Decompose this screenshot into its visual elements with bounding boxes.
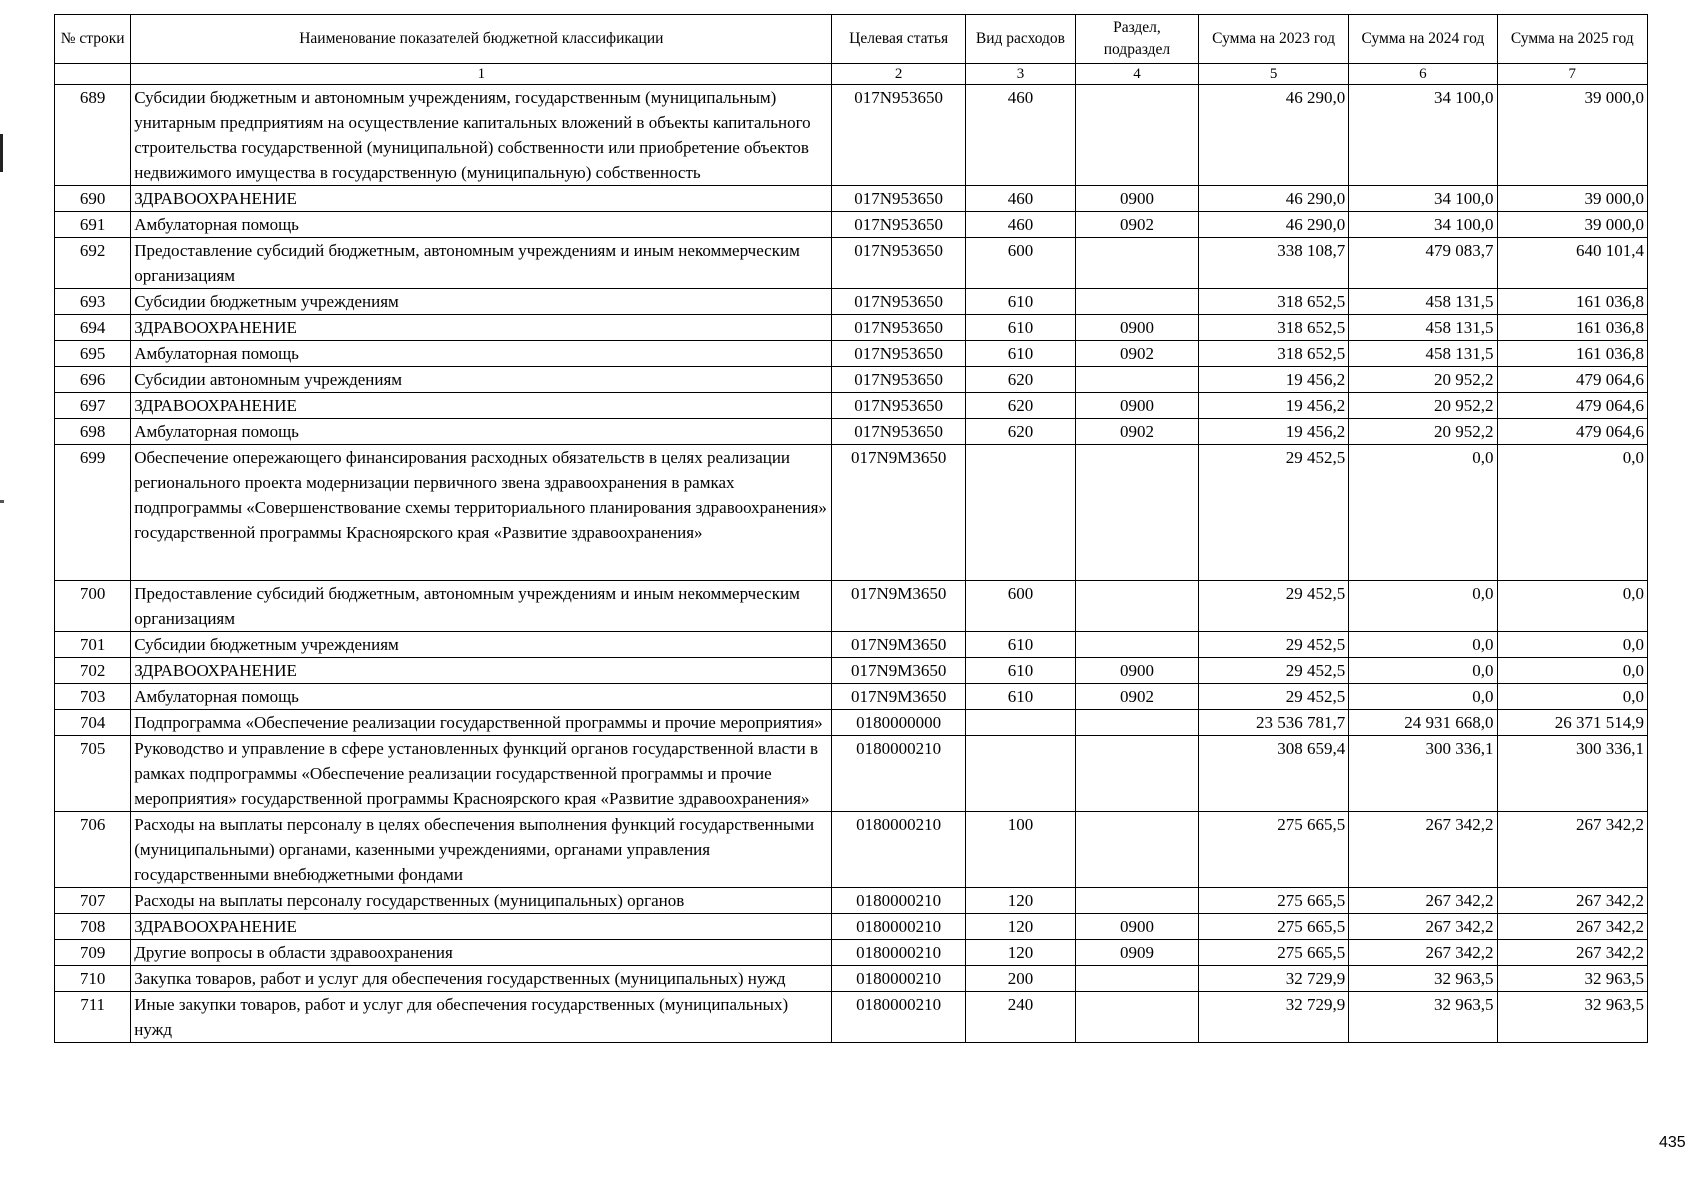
expense-kind: 120 <box>965 888 1075 914</box>
expense-kind: 600 <box>965 238 1075 289</box>
row-number: 705 <box>55 736 131 812</box>
expense-kind: 120 <box>965 914 1075 940</box>
sum-2023: 308 659,4 <box>1198 736 1348 812</box>
header-indicator-name: Наименование показателей бюджетной классификации <box>131 15 832 64</box>
target-article: 017N953650 <box>832 315 965 341</box>
sum-2024: 267 342,2 <box>1349 812 1497 888</box>
indicator-name: Подпрограмма «Обеспечение реализации государственной программы и прочие мероприятия» <box>131 710 832 736</box>
sum-2023: 29 452,5 <box>1198 658 1348 684</box>
table-row <box>55 367 1648 393</box>
section-code: 0909 <box>1076 940 1199 966</box>
row-number: 695 <box>55 341 131 367</box>
row-number: 697 <box>55 393 131 419</box>
sum-2023: 275 665,5 <box>1198 812 1348 888</box>
sum-2023: 46 290,0 <box>1198 85 1348 186</box>
sum-2025: 26 371 514,9 <box>1497 710 1647 736</box>
expense-kind: 200 <box>965 966 1075 992</box>
table-row <box>55 914 1648 940</box>
sum-2025: 479 064,6 <box>1497 419 1647 445</box>
header-target-article: Целевая статья <box>832 15 965 64</box>
sum-2023: 318 652,5 <box>1198 289 1348 315</box>
row-number: 703 <box>55 684 131 710</box>
indicator-name: ЗДРАВООХРАНЕНИЕ <box>131 315 832 341</box>
table-row <box>55 888 1648 914</box>
header-sum-2024: Сумма на 2024 год <box>1349 15 1497 64</box>
sum-2023: 29 452,5 <box>1198 632 1348 658</box>
section-code <box>1076 289 1199 315</box>
expense-kind: 240 <box>965 992 1075 1043</box>
sum-2024: 0,0 <box>1349 632 1497 658</box>
table-row <box>55 966 1648 992</box>
sum-2025: 267 342,2 <box>1497 812 1647 888</box>
header-expense-kind: Вид расходов <box>965 15 1075 64</box>
sum-2025: 39 000,0 <box>1497 85 1647 186</box>
sum-2023: 23 536 781,7 <box>1198 710 1348 736</box>
row-number: 701 <box>55 632 131 658</box>
sum-2024: 34 100,0 <box>1349 186 1497 212</box>
sum-2025: 39 000,0 <box>1497 212 1647 238</box>
sum-2024: 300 336,1 <box>1349 736 1497 812</box>
table-row <box>55 238 1648 289</box>
indicator-name: Субсидии автономным учреждениям <box>131 367 832 393</box>
header-sum-2025: Сумма на 2025 год <box>1497 15 1647 64</box>
sum-2024: 0,0 <box>1349 684 1497 710</box>
sum-2024: 34 100,0 <box>1349 212 1497 238</box>
sum-2024: 458 131,5 <box>1349 341 1497 367</box>
row-number: 709 <box>55 940 131 966</box>
sum-2024: 267 342,2 <box>1349 914 1497 940</box>
indicator-name: Амбулаторная помощь <box>131 684 832 710</box>
sum-2023: 29 452,5 <box>1198 581 1348 632</box>
header-row-number: № строки <box>55 15 131 64</box>
sum-2023: 29 452,5 <box>1198 445 1348 581</box>
indicator-name: Закупка товаров, работ и услуг для обеспечения государственных (муниципальных) нужд <box>131 966 832 992</box>
table-row <box>55 393 1648 419</box>
sum-2024: 34 100,0 <box>1349 85 1497 186</box>
sum-2024: 479 083,7 <box>1349 238 1497 289</box>
indicator-name: Амбулаторная помощь <box>131 212 832 238</box>
table-row <box>55 684 1648 710</box>
row-number: 698 <box>55 419 131 445</box>
sum-2023: 19 456,2 <box>1198 367 1348 393</box>
section-code: 0902 <box>1076 419 1199 445</box>
column-number: 1 <box>131 64 832 85</box>
section-code <box>1076 238 1199 289</box>
section-code: 0900 <box>1076 914 1199 940</box>
sum-2025: 0,0 <box>1497 684 1647 710</box>
expense-kind: 620 <box>965 419 1075 445</box>
sum-2024: 458 131,5 <box>1349 315 1497 341</box>
row-number: 702 <box>55 658 131 684</box>
expense-kind: 620 <box>965 367 1075 393</box>
indicator-name: Иные закупки товаров, работ и услуг для обеспечения государственных (муниципальных) нужд <box>131 992 832 1043</box>
sum-2024: 24 931 668,0 <box>1349 710 1497 736</box>
sum-2023: 19 456,2 <box>1198 393 1348 419</box>
indicator-name: Субсидии бюджетным учреждениям <box>131 289 832 315</box>
sum-2025: 479 064,6 <box>1497 367 1647 393</box>
sum-2023: 318 652,5 <box>1198 315 1348 341</box>
section-code <box>1076 812 1199 888</box>
row-number: 707 <box>55 888 131 914</box>
expense-kind: 460 <box>965 212 1075 238</box>
sum-2025: 32 963,5 <box>1497 966 1647 992</box>
indicator-name: ЗДРАВООХРАНЕНИЕ <box>131 186 832 212</box>
sum-2024: 20 952,2 <box>1349 393 1497 419</box>
row-number: 692 <box>55 238 131 289</box>
section-code <box>1076 966 1199 992</box>
target-article: 017N953650 <box>832 212 965 238</box>
sum-2023: 275 665,5 <box>1198 888 1348 914</box>
table-row <box>55 315 1648 341</box>
sum-2023: 32 729,9 <box>1198 992 1348 1043</box>
sum-2024: 458 131,5 <box>1349 289 1497 315</box>
indicator-name: Амбулаторная помощь <box>131 341 832 367</box>
target-article: 017N953650 <box>832 85 965 186</box>
expense-kind: 600 <box>965 581 1075 632</box>
table-row <box>55 940 1648 966</box>
sum-2023: 19 456,2 <box>1198 419 1348 445</box>
sum-2023: 46 290,0 <box>1198 186 1348 212</box>
section-code <box>1076 710 1199 736</box>
target-article: 017N953650 <box>832 341 965 367</box>
sum-2025: 161 036,8 <box>1497 289 1647 315</box>
column-number: 2 <box>832 64 965 85</box>
header-sum-2023: Сумма на 2023 год <box>1198 15 1348 64</box>
header-section: Раздел, подраздел <box>1076 15 1199 64</box>
row-number: 696 <box>55 367 131 393</box>
indicator-name: ЗДРАВООХРАНЕНИЕ <box>131 393 832 419</box>
sum-2024: 267 342,2 <box>1349 888 1497 914</box>
indicator-name: Субсидии бюджетным учреждениям <box>131 632 832 658</box>
indicator-name: Предоставление субсидий бюджетным, автономным учреждениям и иным некоммерческим организациям <box>131 238 832 289</box>
column-number: 5 <box>1198 64 1348 85</box>
target-article: 017N953650 <box>832 367 965 393</box>
section-code: 0902 <box>1076 341 1199 367</box>
sum-2024: 0,0 <box>1349 658 1497 684</box>
table-row <box>55 812 1648 888</box>
column-number: 6 <box>1349 64 1497 85</box>
expense-kind: 610 <box>965 289 1075 315</box>
table-row <box>55 419 1648 445</box>
expense-kind: 460 <box>965 186 1075 212</box>
sum-2024: 20 952,2 <box>1349 367 1497 393</box>
sum-2025: 0,0 <box>1497 445 1647 581</box>
target-article: 0180000210 <box>832 736 965 812</box>
section-code: 0900 <box>1076 186 1199 212</box>
indicator-name: Расходы на выплаты персоналу государственных (муниципальных) органов <box>131 888 832 914</box>
target-article: 017N953650 <box>832 393 965 419</box>
sum-2025: 640 101,4 <box>1497 238 1647 289</box>
sum-2025: 267 342,2 <box>1497 940 1647 966</box>
sum-2025: 0,0 <box>1497 581 1647 632</box>
target-article: 0180000210 <box>832 914 965 940</box>
row-number: 689 <box>55 85 131 186</box>
indicator-name: ЗДРАВООХРАНЕНИЕ <box>131 914 832 940</box>
table-row <box>55 445 1648 581</box>
section-code <box>1076 632 1199 658</box>
table-row <box>55 212 1648 238</box>
expense-kind: 610 <box>965 632 1075 658</box>
sum-2025: 300 336,1 <box>1497 736 1647 812</box>
sum-2024: 267 342,2 <box>1349 940 1497 966</box>
sum-2024: 20 952,2 <box>1349 419 1497 445</box>
row-number: 690 <box>55 186 131 212</box>
sum-2025: 161 036,8 <box>1497 315 1647 341</box>
target-article: 0180000210 <box>832 888 965 914</box>
indicator-name: Субсидии бюджетным и автономным учреждениям, государственным (муниципальным) унитарным предприятиям на осуществление капитальных вложений в объекты капитального строительства государственной (муниципальной) собственности или приобретение объектов недвижимого имущества в государственную (муниципальную) собственность <box>131 85 832 186</box>
sum-2023: 275 665,5 <box>1198 914 1348 940</box>
table-row <box>55 85 1648 186</box>
table-row <box>55 736 1648 812</box>
expense-kind: 620 <box>965 393 1075 419</box>
target-article: 017N9M3650 <box>832 632 965 658</box>
row-number: 706 <box>55 812 131 888</box>
sum-2023: 338 108,7 <box>1198 238 1348 289</box>
sum-2025: 267 342,2 <box>1497 914 1647 940</box>
expense-kind: 610 <box>965 658 1075 684</box>
expense-kind <box>965 710 1075 736</box>
row-number: 700 <box>55 581 131 632</box>
sum-2024: 0,0 <box>1349 445 1497 581</box>
row-number: 711 <box>55 992 131 1043</box>
row-number: 699 <box>55 445 131 581</box>
sum-2023: 32 729,9 <box>1198 966 1348 992</box>
sum-2024: 32 963,5 <box>1349 966 1497 992</box>
sum-2025: 161 036,8 <box>1497 341 1647 367</box>
sum-2023: 275 665,5 <box>1198 940 1348 966</box>
expense-kind <box>965 736 1075 812</box>
indicator-name: ЗДРАВООХРАНЕНИЕ <box>131 658 832 684</box>
column-number-blank <box>55 64 131 85</box>
indicator-name: Предоставление субсидий бюджетным, автономным учреждениям и иным некоммерческим организациям <box>131 581 832 632</box>
table-row <box>55 658 1648 684</box>
sum-2025: 267 342,2 <box>1497 888 1647 914</box>
section-code <box>1076 736 1199 812</box>
section-code: 0900 <box>1076 658 1199 684</box>
sum-2025: 0,0 <box>1497 658 1647 684</box>
target-article: 0180000210 <box>832 966 965 992</box>
target-article: 017N9M3650 <box>832 581 965 632</box>
target-article: 017N9M3650 <box>832 445 965 581</box>
sum-2025: 479 064,6 <box>1497 393 1647 419</box>
sum-2023: 46 290,0 <box>1198 212 1348 238</box>
target-article: 017N953650 <box>832 238 965 289</box>
scan-margin-mark <box>0 134 3 172</box>
table-row <box>55 581 1648 632</box>
table-row <box>55 632 1648 658</box>
section-code: 0902 <box>1076 684 1199 710</box>
sum-2023: 29 452,5 <box>1198 684 1348 710</box>
section-code <box>1076 581 1199 632</box>
sum-2025: 0,0 <box>1497 632 1647 658</box>
section-code <box>1076 367 1199 393</box>
section-code <box>1076 85 1199 186</box>
target-article: 0180000210 <box>832 940 965 966</box>
column-numbers-row <box>55 64 1648 85</box>
section-code: 0900 <box>1076 315 1199 341</box>
table-header-row <box>55 15 1648 64</box>
target-article: 017N953650 <box>832 419 965 445</box>
row-number: 710 <box>55 966 131 992</box>
target-article: 017N9M3650 <box>832 684 965 710</box>
column-number: 3 <box>965 64 1075 85</box>
indicator-name: Обеспечение опережающего финансирования расходных обязательств в целях реализации регионального проекта модернизации первичного звена здравоохранения в рамках подпрограммы «Совершенствование схемы территориального планирования здравоохранения» государственной программы Красноярского края «Развитие здравоохранения» <box>131 445 832 581</box>
target-article: 0180000210 <box>832 812 965 888</box>
expense-kind: 460 <box>965 85 1075 186</box>
page-number: 435 <box>1659 1134 1686 1151</box>
row-number: 693 <box>55 289 131 315</box>
section-code <box>1076 992 1199 1043</box>
row-number: 704 <box>55 710 131 736</box>
row-number: 691 <box>55 212 131 238</box>
section-code <box>1076 445 1199 581</box>
sum-2024: 32 963,5 <box>1349 992 1497 1043</box>
indicator-name: Амбулаторная помощь <box>131 419 832 445</box>
row-number: 708 <box>55 914 131 940</box>
section-code <box>1076 888 1199 914</box>
budget-table <box>54 14 1648 1043</box>
expense-kind: 610 <box>965 684 1075 710</box>
table-row <box>55 186 1648 212</box>
table-row <box>55 341 1648 367</box>
indicator-name: Руководство и управление в сфере установленных функций органов государственной власти в рамках подпрограммы «Обеспечение реализации государственной программы и прочие мероприятия» государственной программы Красноярского края «Развитие здравоохранения» <box>131 736 832 812</box>
target-article: 017N9M3650 <box>832 658 965 684</box>
expense-kind: 610 <box>965 341 1075 367</box>
section-code: 0900 <box>1076 393 1199 419</box>
table-body <box>55 85 1648 1043</box>
expense-kind: 610 <box>965 315 1075 341</box>
target-article: 017N953650 <box>832 186 965 212</box>
table-row <box>55 289 1648 315</box>
scan-margin-dot <box>0 500 4 503</box>
target-article: 0180000000 <box>832 710 965 736</box>
target-article: 017N953650 <box>832 289 965 315</box>
sum-2025: 39 000,0 <box>1497 186 1647 212</box>
sum-2023: 318 652,5 <box>1198 341 1348 367</box>
indicator-name: Другие вопросы в области здравоохранения <box>131 940 832 966</box>
row-number: 694 <box>55 315 131 341</box>
expense-kind: 100 <box>965 812 1075 888</box>
column-number: 4 <box>1076 64 1199 85</box>
sum-2025: 32 963,5 <box>1497 992 1647 1043</box>
sum-2024: 0,0 <box>1349 581 1497 632</box>
table-row <box>55 992 1648 1043</box>
table-row <box>55 710 1648 736</box>
column-number: 7 <box>1497 64 1647 85</box>
indicator-name: Расходы на выплаты персоналу в целях обеспечения выполнения функций государственными (муниципальными) органами, казенными учреждениями, органами управления государственными внебюджетными фондами <box>131 812 832 888</box>
expense-kind: 120 <box>965 940 1075 966</box>
expense-kind <box>965 445 1075 581</box>
target-article: 0180000210 <box>832 992 965 1043</box>
section-code: 0902 <box>1076 212 1199 238</box>
